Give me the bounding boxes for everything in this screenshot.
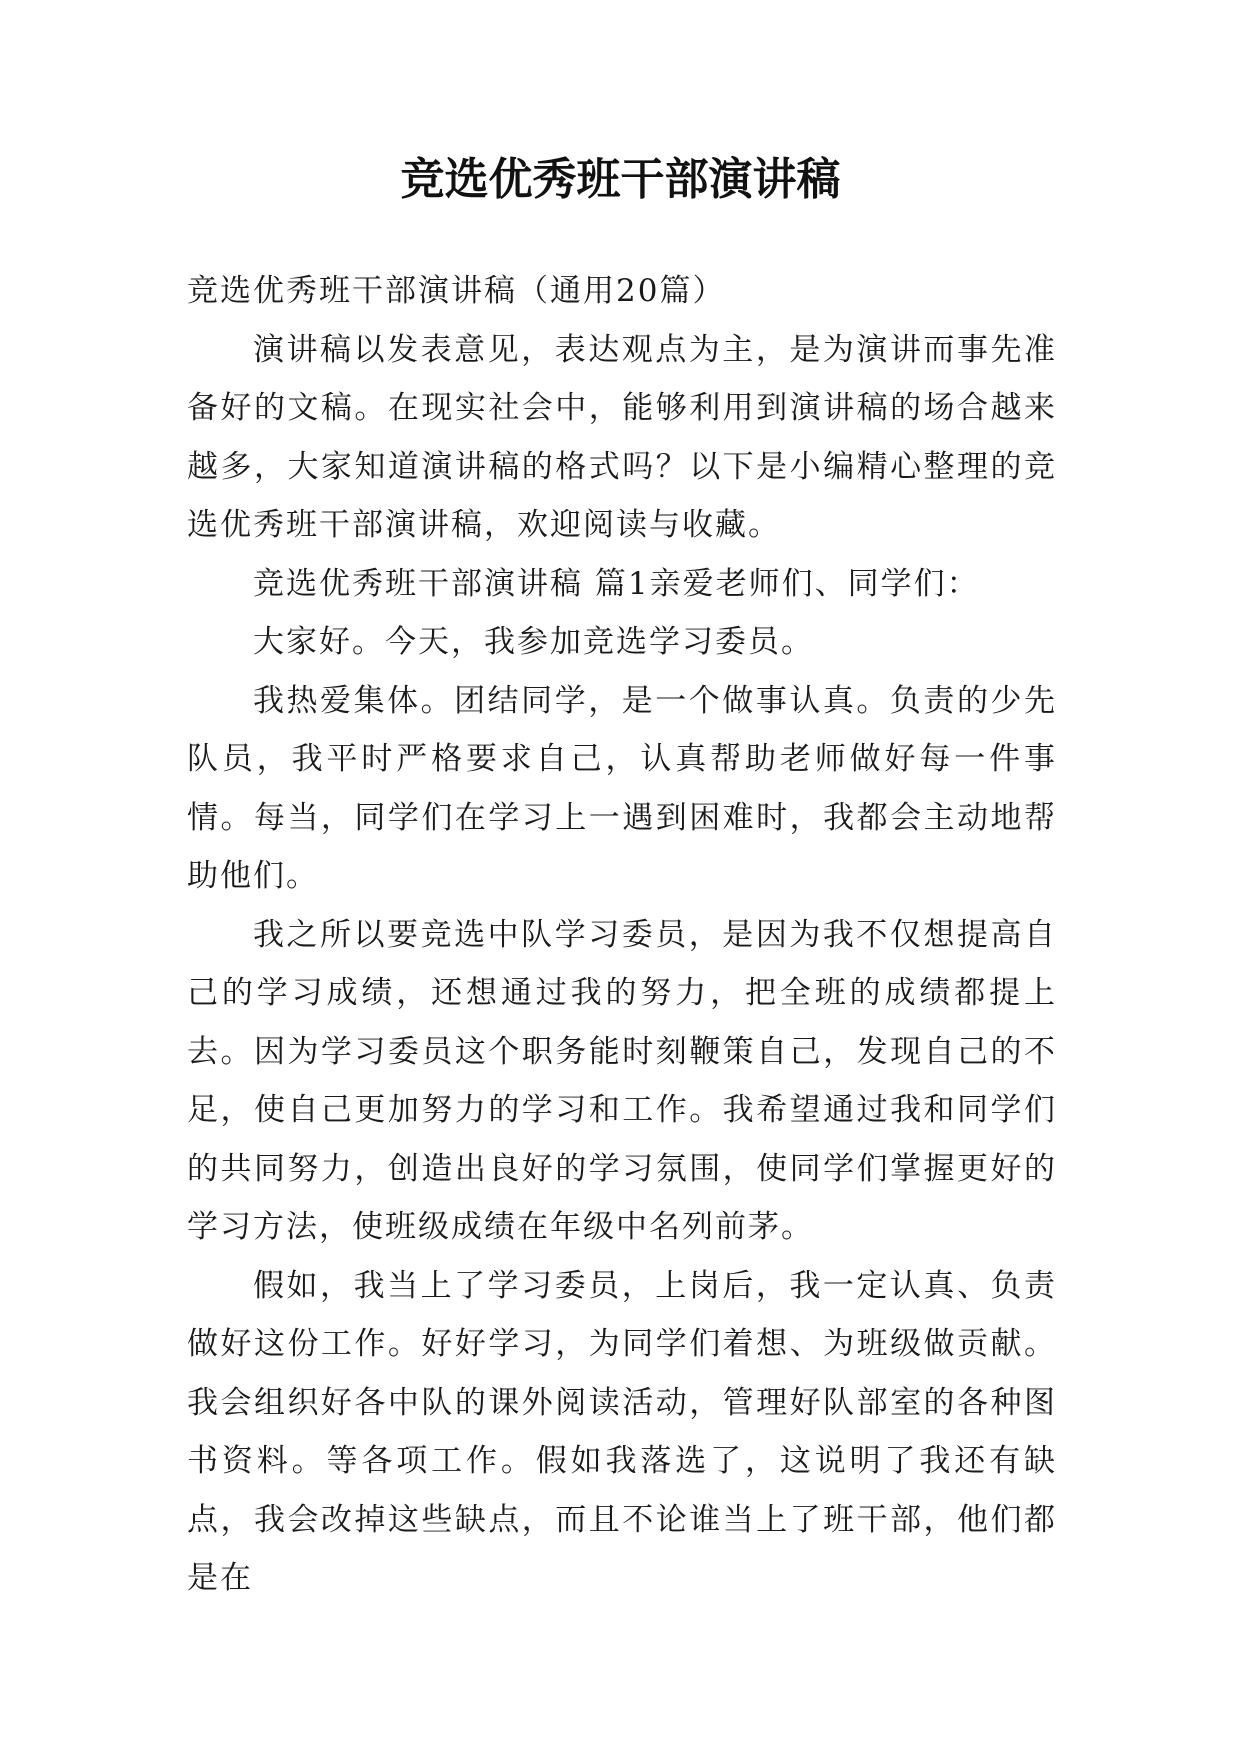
paragraph-hello: 大家好。今天，我参加竞选学习委员。 — [253, 624, 814, 660]
paragraph-self-intro: 我热爱集体。团结同学，是一个做事认真。负责的少先队员，我平时严格要求自己，认真帮助老师做好每一件事情。每当，同学们在学习上一遇到困难时，我都会主动地帮助他们。 — [187, 682, 1057, 894]
document-subtitle: 竞选优秀班干部演讲稿（通用20篇） — [187, 273, 726, 309]
paragraph-plan: 假如，我当上了学习委员，上岗后，我一定认真、负责做好这份工作。好好学习，为同学们着想、为班级做贡献。我会组织好各中队的课外阅读活动，管理好队部室的各种图书资料。等各项工作。假如我落选了，这说明了我还有缺点，我会改掉这些缺点，而且不论谁当上了班干部，他们都是在 — [187, 1267, 1057, 1596]
document-title: 竞选优秀班干部演讲稿 — [400, 154, 841, 205]
document-body — [187, 262, 1057, 1608]
paragraph-intro: 演讲稿以发表意见，表达观点为主，是为演讲而事先准备好的文稿。在现实社会中，能够利用到演讲稿的场合越来越多，大家知道演讲稿的格式吗？以下是小编精心整理的竞选优秀班干部演讲稿，欢迎阅读与收藏。 — [187, 331, 1057, 543]
paragraph-reason: 我之所以要竞选中队学习委员，是因为我不仅想提高自己的学习成绩，还想通过我的努力，把全班的成绩都提上去。因为学习委员这个职务能时刻鞭策自己，发现自己的不足，使自己更加努力的学习和工作。我希望通过我和同学们的共同努力，创造出良好的学习氛围，使同学们掌握更好的学习方法，使班级成绩在年级中名列前茅。 — [187, 916, 1057, 1245]
paragraph-greeting: 竞选优秀班干部演讲稿 篇1亲爱老师们、同学们： — [253, 565, 980, 602]
